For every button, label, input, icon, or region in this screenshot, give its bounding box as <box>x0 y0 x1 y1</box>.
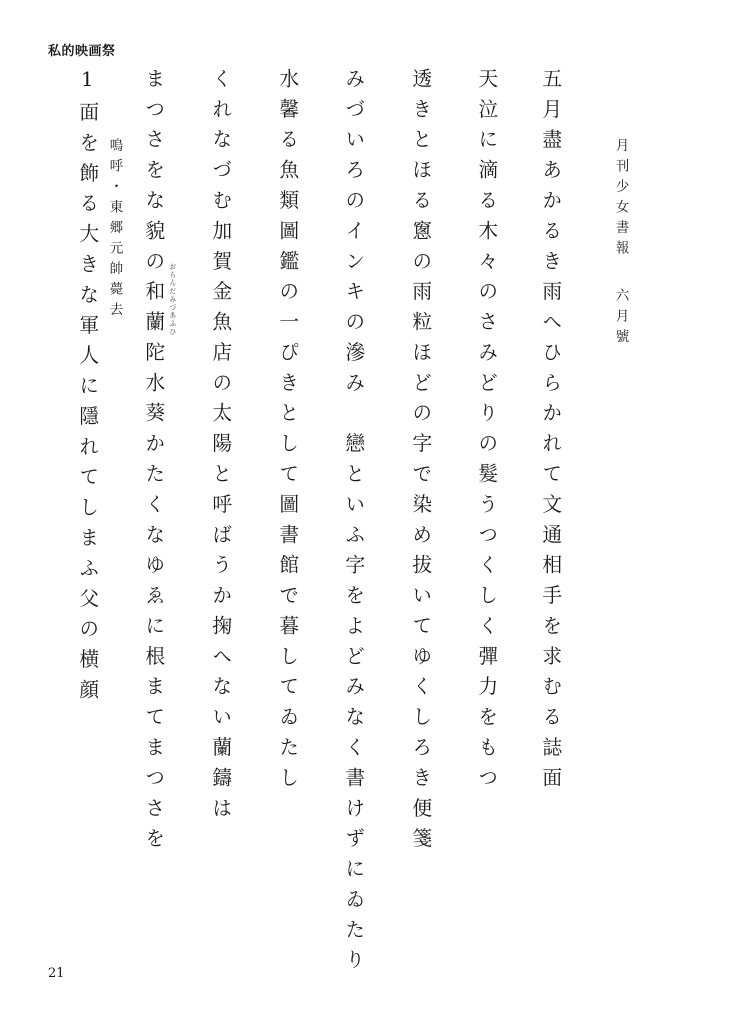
poem-line-9-text: 面を飾る大きな軍人に隱れてしまふ父の横顔 <box>75 101 99 710</box>
poem-prefix: 嗚呼・東郷元帥薨去 <box>106 138 123 323</box>
magazine-name: 月刊少女書報 <box>612 138 629 261</box>
poem-line-1: 五月盡あかるき雨へひらかれて文通相手を求むる誌面 <box>538 68 562 798</box>
magazine-title-column <box>613 138 627 350</box>
ruby-reading: おらんだみづあふひ <box>167 263 176 336</box>
poem-line-3: 透きとほる窻の雨粒ほどの字で染め拔いてゆくしろき便箋 <box>408 68 432 859</box>
magazine-issue: 六月號 <box>612 288 629 350</box>
page-number: 21 <box>48 966 65 981</box>
poem-line-7: まつさをな貌の和蘭陀水葵かたくなゆゑに根まてまつさを <box>141 68 165 859</box>
poem-number: 1 <box>75 68 99 102</box>
poem-line-4: みづいろのインキの滲み 戀といふ字をよどみなく書けずにゐたり <box>341 68 365 980</box>
poem-line-6: くれなづむ加賀金魚店の太陽と呼ばうか掬へない蘭鑄は <box>208 68 232 828</box>
poem-line-5: 水馨る魚類圖鑑の一ぴきとして圖書館で暮してゐたし <box>275 68 299 798</box>
poem-line-9 <box>77 68 97 709</box>
page-header: 私的映画祭 <box>48 44 116 59</box>
poem-line-2: 天泣に滴る木々のさみどりの髮うつくしく彈力をもつ <box>474 68 498 798</box>
